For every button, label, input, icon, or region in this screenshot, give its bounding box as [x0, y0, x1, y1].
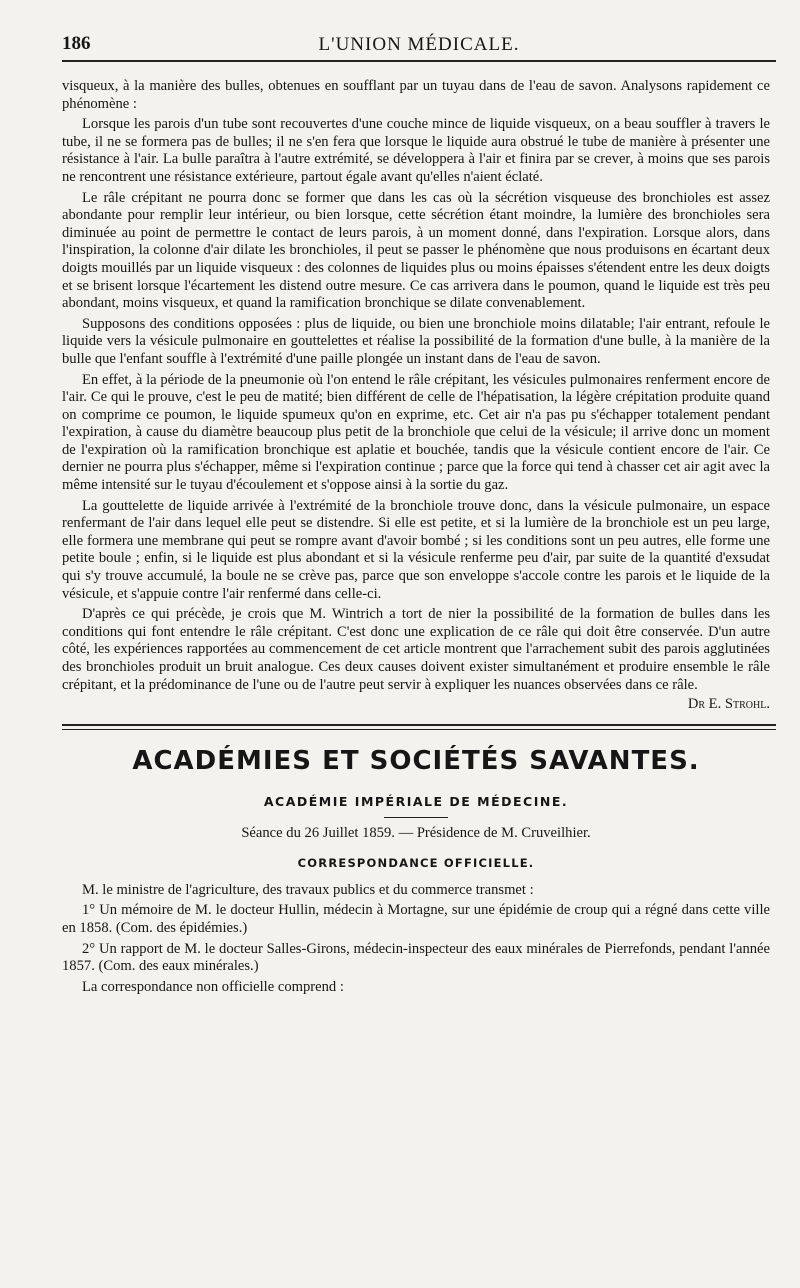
section-title: ACADÉMIES ET SOCIÉTÉS SAVANTES. [132, 745, 700, 776]
signature-text: Dr E. Strohl. [687, 696, 770, 713]
page-number: 186 [62, 33, 91, 54]
journal-title: L'UNION MÉDICALE. [318, 34, 520, 55]
correspondence-body [62, 882, 770, 997]
correspondence-item: La correspondance non officielle comprend : [82, 978, 344, 995]
paragraph: Supposons des conditions opposées : plus de liquide, ou bien une bronchiole moins dilatable; l'air entrant, refoule le liquide vers la vésicule pulmonaire en gouttelettes et réalise la possibilité de la formation d'une bulle, à la manière de la bulle que l'enfant souffle à l'extrémité d'une paille plongée un instant dans de l'eau de savon. [62, 315, 770, 367]
author-signature [62, 696, 770, 714]
paragraph: D'après ce qui précède, je crois que M. Wintrich a tort de nier la possibilité de la formation de bulles dans les conditions qui font entendre le râle crépitant. C'est donc une explication de ce râle qui doit être conservée. D'un autre côté, les expériences rapportées au commencement de cet article montrent que l'arrachement subit des parois agglutinées des bronchioles produit un bruit analogue. Ces deux causes doivent exister simultanément et produire ensemble le râle crépitant, et la prédominance de l'une ou de l'autre peut servir à expliquer les nuances observées dans ce râle. [62, 606, 770, 693]
section-divider [62, 724, 776, 730]
running-head [62, 30, 776, 62]
paragraph: Le râle crépitant ne pourra donc se former que dans les cas où la sécrétion visqueuse des bronchioles est assez abondante pour remplir leur intérieur, ou bien lorsque, cette sécrétion étant moindre, la lumière des bronchioles sera diminuée au point de permettre le contact de leurs parois, à un moment donné, dans l'expiration. Lorsque alors, dans l'inspiration, la colonne d'air dilate les bronchioles, il peut se passer le phénomène que nous produisons en écartant deux doigts mouillés par un liquide visqueux : des colonnes de liquides plus ou moins épaisses s'étendent entre les deux doigts et se brisent lorsque l'écartement les distend outre mesure. Ce cas arrivera dans le poumon, quand le liquide est très peu abondant, moins visqueux, et quand la ramification bronchique se dilate convenablement. [62, 189, 770, 312]
paragraph: Lorsque les parois d'un tube sont recouvertes d'une couche mince de liquide visqueux, on a beau souffler à travers le tube, il ne se formera pas de bulles; il ne s'en fera que lorsque le liquide aura obstrué le tube de manière à présenter une résistance à l'air. La bulle paraîtra à l'autre extrémité, se développera à l'air et finira par se crever, à moins que ses parois ne rencontrent une résistance extérieure, partout égale avant qu'elles n'aient éclaté. [62, 116, 770, 185]
correspondence-item: M. le ministre de l'agriculture, des travaux publics et du commerce transmet : [82, 881, 534, 898]
correspondence-item: 1° Un mémoire de M. le docteur Hullin, médecin à Mortagne, sur une épidémie de croup qui a régné dans cette ville en 1858. (Com. des épidémies.) [62, 902, 770, 936]
article-body [62, 78, 770, 714]
short-divider [384, 817, 448, 818]
academy-title: ACADÉMIE IMPÉRIALE DE MÉDECINE. [263, 793, 569, 809]
correspondence-item: 2° Un rapport de M. le docteur Salles-Girons, médecin-inspecteur des eaux minérales de Pierrefonds, pendant l'année 1857. (Com. des eaux minérales.) [62, 940, 770, 975]
paragraph: visqueux, à la manière des bulles, obtenues en soufflant par un tuyau dans de l'eau de savon. Analysons rapidement ce phénomène : [62, 78, 770, 112]
session-line: Séance du 26 Juillet 1859. — Présidence de M. Cruveilhier. [241, 824, 591, 841]
correspondence-title: CORRESPONDANCE OFFICIELLE. [297, 855, 535, 870]
paragraph: En effet, à la période de la pneumonie où l'on entend le râle crépitant, les vésicules pulmonaires renferment encore de l'air. Ce qui le prouve, c'est le peu de matité; bien différent de celle de l'hépatisation, la légère crépitation produite quand on comprime ce poumon, le liquide spumeux qu'on en exprime, etc. Cet air n'a pas pu s'échapper totalement pendant l'expiration, à cause du diamètre beaucoup plus petit de la bronchiole que celui de la vésicule; il arrive donc un moment de l'expiration où la ramification bronchique est aplatie et bouchée, tandis que la vésicule contient encore de l'air. Ce dernier ne pourra plus s'échapper, même si l'expiration continue ; parce que la force qui tend à chasser cet air agit avec la même intensité sur le tuyau d'écoulement et s'oppose ainsi à la sortie du gaz. [62, 371, 770, 494]
paragraph: La gouttelette de liquide arrivée à l'extrémité de la bronchiole trouve donc, dans la vésicule pulmonaire, un espace renfermant de l'air dans lequel elle peut se distendre. Si elle est petite, et si la lumière de la bronchiole est un peu large, elle formera une membrane qui peut se rompre avant d'avoir bombé ; si les conditions sont un peu autres, elle forme une petite boule ; enfin, si le liquide est plus abondant et si la vésicule renferme peu d'air, par suite de la quantité d'exsudat qui s'y trouve accumulé, la boule ne se crève pas, parce que son enveloppe s'accole contre les parois et le liquide de la vésicule, et s'appuie contre l'air renfermé dans celle-ci. [62, 497, 770, 602]
